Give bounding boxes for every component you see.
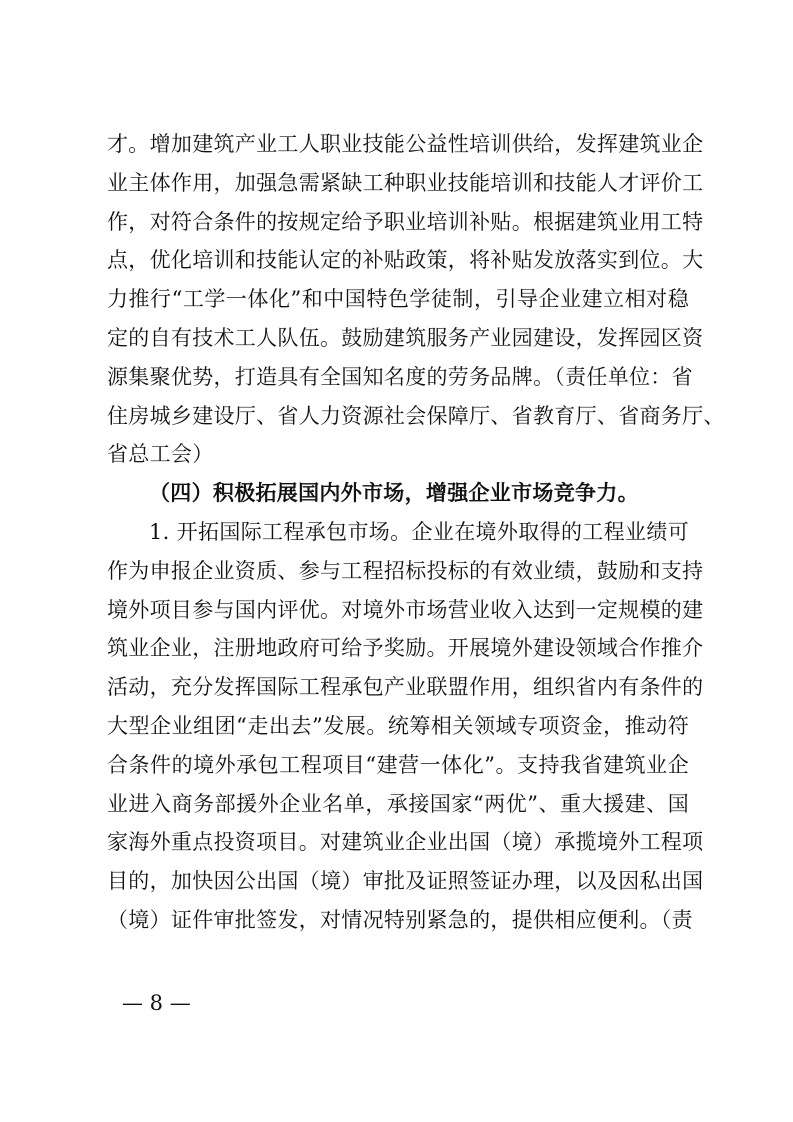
text-line: 筑业企业，注册地政府可给予奖励。开展境外建设领域合作推介 bbox=[107, 636, 704, 661]
text-line: 家海外重点投资项目。对建筑业企业出国（境）承揽境外工程项 bbox=[107, 830, 704, 855]
text-line: 业进入商务部援外企业名单，承接国家“两优”、重大援建、国 bbox=[107, 791, 689, 816]
paragraph-first-line: 1. 开拓国际工程承包市场。企业在境外取得的工程业绩可 bbox=[149, 519, 689, 544]
text-line: 活动，充分发挥国际工程承包产业联盟作用，组织省内有条件的 bbox=[107, 675, 704, 700]
body-text bbox=[107, 125, 725, 940]
text-line: 境外项目参与国内评优。对境外市场营业收入达到一定规模的建 bbox=[107, 597, 704, 622]
text-line: 作，对符合条件的按规定给予职业培训补贴。根据建筑业用工特 bbox=[107, 209, 704, 234]
section-heading: （四）积极拓展国内外市场，增强企业市场竞争力。 bbox=[149, 480, 639, 506]
text-line: 源集聚优势，打造具有全国知名度的劳务品牌。（责任单位：省 bbox=[107, 364, 693, 389]
text-line: 定的自有技术工人队伍。鼓励建筑服务产业园建设，发挥园区资 bbox=[107, 325, 704, 350]
text-line: 大型企业组团“走出去”发展。统筹相关领域专项资金，推动符 bbox=[107, 713, 689, 738]
text-line: 省总工会） bbox=[107, 442, 214, 467]
text-line: 作为申报企业资质、参与工程招标投标的有效业绩，鼓励和支持 bbox=[107, 558, 704, 583]
text-line: （境）证件审批签发，对情况特别紧急的，提供相应便利。（责 bbox=[107, 907, 693, 932]
page-number: — 8 — bbox=[122, 991, 191, 1015]
text-line: 合条件的境外承包工程项目“建营一体化”。支持我省建筑业企 bbox=[107, 752, 689, 777]
text-line: 点，优化培训和技能认定的补贴政策，将补贴发放落实到位。大 bbox=[107, 248, 704, 273]
text-line: 住房城乡建设厅、省人力资源社会保障厅、省教育厅、省商务厅、 bbox=[107, 403, 725, 428]
text-line: 业主体作用，加强急需紧缺工种职业技能培训和技能人才评价工 bbox=[107, 170, 704, 195]
text-line: 才。增加建筑产业工人职业技能公益性培训供给，发挥建筑业企 bbox=[107, 132, 704, 156]
text-line: 力推行“工学一体化”和中国特色学徒制，引导企业建立相对稳 bbox=[107, 287, 689, 312]
text-line: 目的，加快因公出国（境）审批及证照签证办理，以及因私出国 bbox=[107, 869, 704, 894]
